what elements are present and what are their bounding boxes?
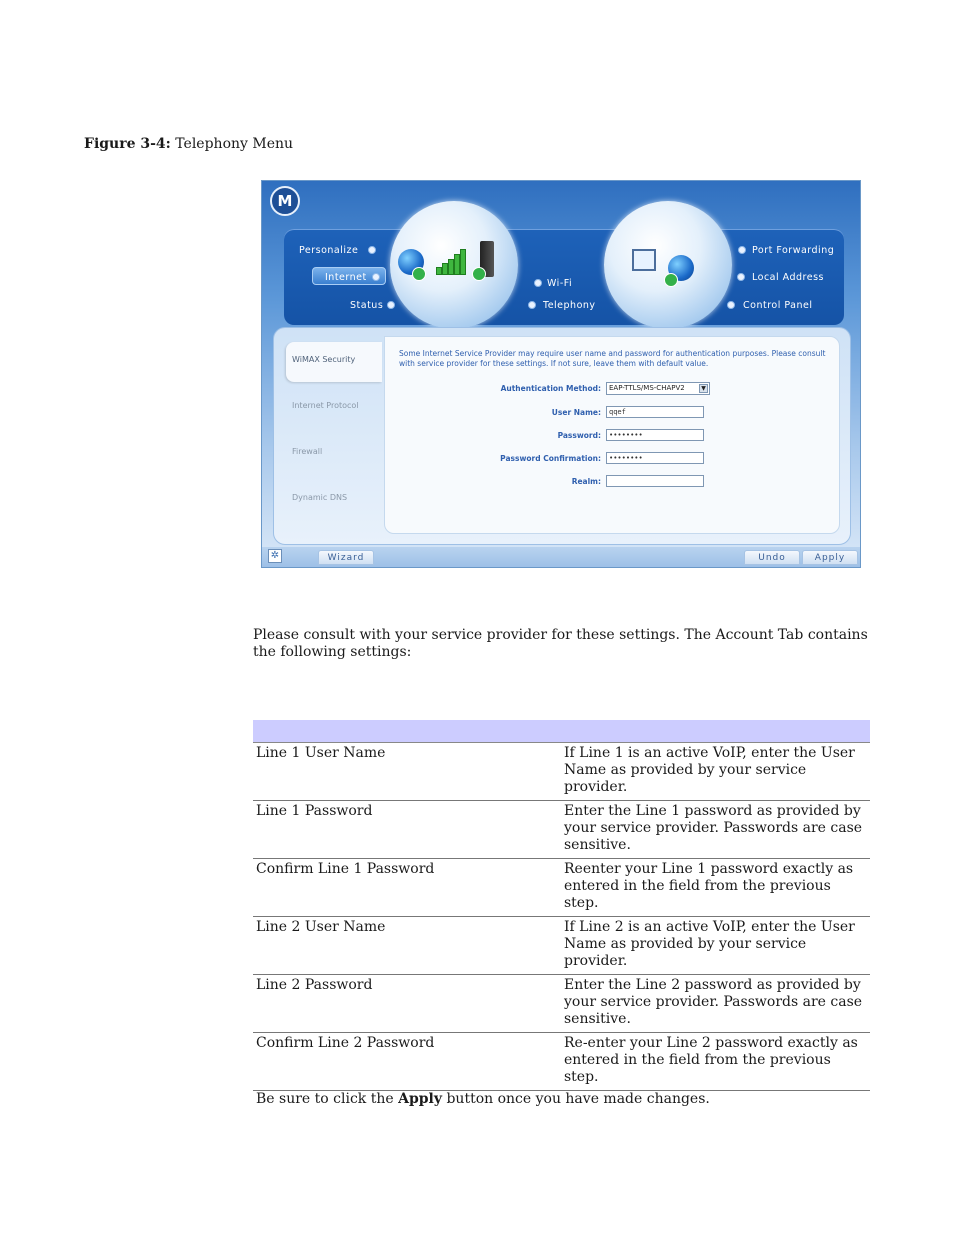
nav-wifi[interactable]: Wi-Fi xyxy=(547,278,573,289)
description-cell: Enter the Line 1 password as provided by your service provider. Passwords are case sensitive. xyxy=(564,803,863,853)
realm-input[interactable] xyxy=(606,475,704,487)
description-cell: If Line 2 is an active VoIP, enter the User Name as provided by your service provider. xyxy=(564,919,855,969)
user-name-label: User Name: xyxy=(551,408,601,417)
setting-cell: Confirm Line 2 Password xyxy=(256,1035,435,1051)
auth-method-row xyxy=(385,382,841,396)
setting-cell: Line 1 Password xyxy=(256,803,373,819)
nav-telephony[interactable]: Telephony xyxy=(543,300,596,311)
password-row xyxy=(385,429,841,443)
password-confirm-input[interactable]: •••••••• xyxy=(606,452,704,464)
setting-cell: Confirm Line 1 Password xyxy=(256,861,435,877)
computer-icon xyxy=(632,249,656,271)
tab-internet-protocol[interactable]: Internet Protocol xyxy=(292,401,359,410)
user-name-input[interactable]: qqef xyxy=(606,406,704,418)
apply-footnote: Be sure to click the Apply button once you have made changes. xyxy=(256,1091,710,1107)
setting-cell: Line 2 User Name xyxy=(256,919,386,935)
check-icon xyxy=(472,267,486,281)
tab-wimax-security[interactable]: WiMAX Security xyxy=(286,342,382,382)
nav-dot-icon xyxy=(534,279,542,287)
description-cell: Reenter your Line 1 password exactly as entered in the field from the previous step. xyxy=(564,861,854,911)
figure-caption xyxy=(84,136,293,152)
nav-dot-icon xyxy=(368,246,376,254)
description-cell: If Line 1 is an active VoIP, enter the User Name as provided by your service provider. xyxy=(564,745,855,795)
table-row xyxy=(253,859,870,917)
network-bubble xyxy=(604,201,732,329)
nav-personalize[interactable]: Personalize xyxy=(299,245,359,256)
motorola-logo-icon: M xyxy=(270,186,300,216)
undo-button[interactable]: Undo xyxy=(744,550,800,565)
settings-table xyxy=(253,720,870,1091)
internet-bubble xyxy=(390,201,518,329)
description-cell: Enter the Line 2 password as provided by your service provider. Passwords are case sensitive. xyxy=(564,977,863,1027)
table-row xyxy=(253,801,870,859)
nav-dot-icon xyxy=(738,246,746,254)
nav-internet[interactable]: Internet xyxy=(325,272,367,283)
signal-bars-icon xyxy=(436,251,464,275)
nav-dot-icon xyxy=(727,301,735,309)
settings-gear-icon[interactable]: ✲ xyxy=(268,549,282,563)
bottom-toolbar xyxy=(262,547,860,567)
auth-method-label: Authentication Method: xyxy=(500,384,601,393)
realm-row xyxy=(385,475,841,489)
tab-dynamic-dns[interactable]: Dynamic DNS xyxy=(292,493,348,502)
auth-method-select[interactable]: EAP-TTLS/MS-CHAPV2 ▼ xyxy=(606,382,710,395)
router-ui-screenshot xyxy=(261,180,861,568)
table-row xyxy=(253,975,870,1033)
settings-panel xyxy=(273,327,851,545)
setting-cell: Line 1 User Name xyxy=(256,745,386,761)
nav-local-address[interactable]: Local Address xyxy=(752,272,824,283)
user-name-row xyxy=(385,406,841,420)
chevron-down-icon[interactable]: ▼ xyxy=(699,384,708,393)
table-row xyxy=(253,743,870,801)
tab-firewall[interactable]: Firewall xyxy=(292,447,323,456)
check-icon xyxy=(412,267,426,281)
nav-dot-icon xyxy=(372,273,380,281)
password-label: Password: xyxy=(557,431,601,440)
wizard-button[interactable]: Wizard xyxy=(318,550,374,565)
figure-label: Figure 3-4: xyxy=(84,136,171,152)
nav-dot-icon xyxy=(387,301,395,309)
intro-paragraph: Please consult with your service provider for these settings. The Account Tab contains the following settings: xyxy=(253,627,868,660)
table-header xyxy=(253,720,870,743)
apply-button[interactable]: Apply xyxy=(802,550,858,565)
password-confirm-row xyxy=(385,452,841,466)
table-row xyxy=(253,917,870,975)
nav-dot-icon xyxy=(737,273,745,281)
password-confirm-label: Password Confirmation: xyxy=(500,454,601,463)
realm-label: Realm: xyxy=(571,477,601,486)
check-icon xyxy=(664,273,678,287)
description-cell: Re-enter your Line 2 password exactly as entered in the field from the previous step. xyxy=(564,1035,858,1085)
figure-title: Telephony Menu xyxy=(175,136,294,152)
password-input[interactable]: •••••••• xyxy=(606,429,704,441)
intro-text: Some Internet Service Provider may require user name and password for authentication purposes. Please consult with service provider for these settings. If not sure, leave them with default value. xyxy=(399,349,826,368)
nav-status[interactable]: Status xyxy=(350,300,384,311)
nav-port-forwarding[interactable]: Port Forwarding xyxy=(752,245,835,256)
nav-dot-icon xyxy=(528,301,536,309)
table-row xyxy=(253,1033,870,1091)
setting-cell: Line 2 Password xyxy=(256,977,373,993)
tab-content xyxy=(384,336,840,534)
nav-control-panel[interactable]: Control Panel xyxy=(743,300,813,311)
